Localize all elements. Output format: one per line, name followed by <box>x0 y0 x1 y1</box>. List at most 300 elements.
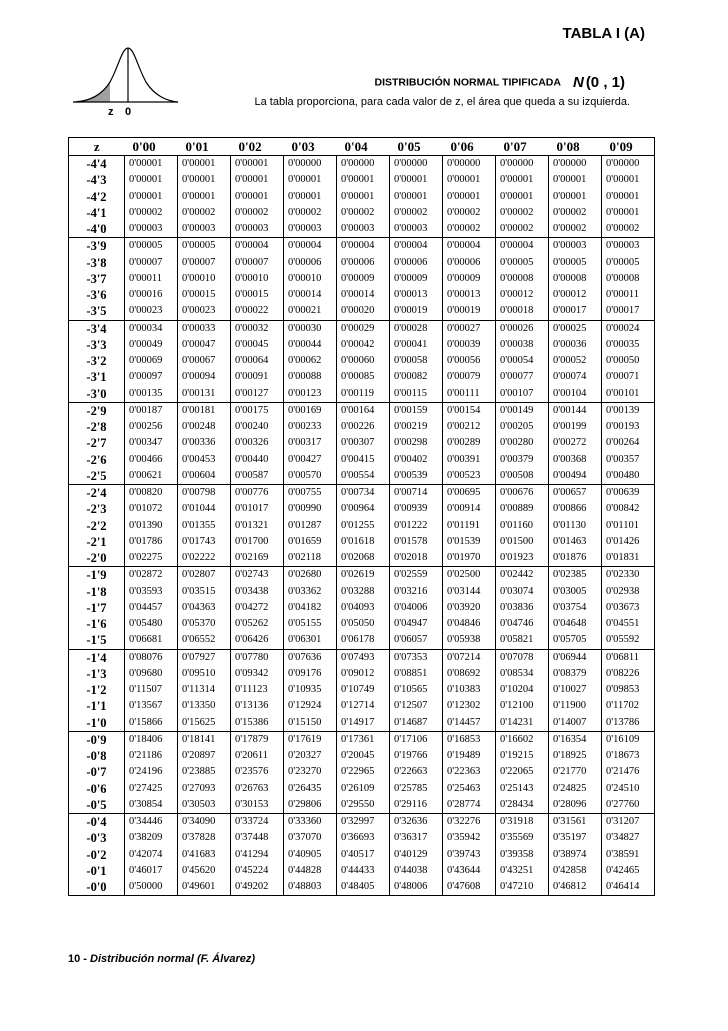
probability-cell: 0'13786 <box>602 715 655 732</box>
probability-cell: 0'03593 <box>125 584 178 600</box>
probability-cell: 0'01923 <box>496 550 549 567</box>
probability-cell: 0'00164 <box>337 402 390 419</box>
column-header-z: z <box>69 138 125 156</box>
probability-cell: 0'03144 <box>443 584 496 600</box>
probability-cell: 0'16109 <box>602 731 655 748</box>
probability-cell: 0'00009 <box>390 271 443 287</box>
probability-cell: 0'04846 <box>443 616 496 632</box>
probability-cell: 0'03920 <box>443 600 496 616</box>
probability-cell: 0'00025 <box>549 320 602 337</box>
z-value-cell: -0'7 <box>86 765 107 780</box>
probability-cell: 0'09853 <box>602 682 655 698</box>
probability-cell: 0'01786 <box>125 534 178 550</box>
probability-cell: 0'00028 <box>390 320 443 337</box>
probability-cell: 0'22663 <box>390 764 443 780</box>
probability-cell: 0'03754 <box>549 600 602 616</box>
column-header: 0'05 <box>390 138 443 156</box>
probability-cell: 0'07078 <box>496 649 549 666</box>
shaded-left-tail <box>75 82 110 102</box>
probability-cell: 0'31918 <box>496 814 549 831</box>
probability-cell: 0'20327 <box>284 748 337 764</box>
probability-cell: 0'00755 <box>284 485 337 502</box>
probability-cell: 0'43251 <box>496 863 549 879</box>
column-header: 0'03 <box>284 138 337 156</box>
probability-cell: 0'01618 <box>337 534 390 550</box>
probability-cell: 0'04746 <box>496 616 549 632</box>
z-value-cell: -4'3 <box>86 173 107 188</box>
probability-cell: 0'00107 <box>496 386 549 403</box>
probability-cell: 0'04006 <box>390 600 443 616</box>
probability-cell: 0'09510 <box>178 666 231 682</box>
probability-cell: 0'01017 <box>231 501 284 517</box>
footer-page-number: 10 - <box>68 953 91 965</box>
table-row <box>69 600 655 616</box>
z-value-cell: -2'6 <box>86 452 107 467</box>
probability-cell: 0'01160 <box>496 518 549 534</box>
probability-cell: 0'03288 <box>337 584 390 600</box>
probability-cell: 0'14917 <box>337 715 390 732</box>
probability-cell: 0'00004 <box>443 238 496 255</box>
probability-cell: 0'00077 <box>496 369 549 385</box>
probability-cell: 0'32636 <box>390 814 443 831</box>
table-row <box>69 649 655 666</box>
probability-cell: 0'00402 <box>390 452 443 468</box>
table-row <box>69 172 655 188</box>
probability-cell: 0'04457 <box>125 600 178 616</box>
probability-cell: 0'00427 <box>284 452 337 468</box>
probability-cell: 0'08226 <box>602 666 655 682</box>
probability-cell: 0'00256 <box>125 419 178 435</box>
probability-cell: 0'00064 <box>231 353 284 369</box>
probability-cell: 0'00088 <box>284 369 337 385</box>
probability-cell: 0'00045 <box>231 337 284 353</box>
probability-cell: 0'00111 <box>443 386 496 403</box>
probability-cell: 0'23270 <box>284 764 337 780</box>
probability-cell: 0'00001 <box>125 189 178 205</box>
probability-cell: 0'00005 <box>178 238 231 255</box>
probability-cell: 0'00020 <box>337 303 390 320</box>
probability-cell: 0'00494 <box>549 468 602 485</box>
probability-cell: 0'00011 <box>602 287 655 303</box>
z-value-cell: -1'8 <box>86 584 107 599</box>
probability-cell: 0'00007 <box>178 255 231 271</box>
probability-cell: 0'07214 <box>443 649 496 666</box>
probability-cell: 0'00001 <box>496 189 549 205</box>
probability-cell: 0'02500 <box>443 567 496 584</box>
probability-cell: 0'00006 <box>390 255 443 271</box>
probability-cell: 0'24510 <box>602 781 655 797</box>
probability-cell: 0'00039 <box>443 337 496 353</box>
probability-cell: 0'37828 <box>178 830 231 846</box>
column-header: 0'09 <box>602 138 655 156</box>
probability-cell: 0'06178 <box>337 632 390 649</box>
probability-cell: 0'00015 <box>178 287 231 303</box>
n-symbol: N <box>572 74 584 91</box>
probability-cell: 0'10935 <box>284 682 337 698</box>
probability-cell: 0'42465 <box>602 863 655 879</box>
probability-cell: 0'08692 <box>443 666 496 682</box>
table-row <box>69 698 655 714</box>
probability-cell: 0'00000 <box>337 156 390 173</box>
z-value-cell: -1'0 <box>69 715 125 732</box>
probability-cell: 0'00734 <box>337 485 390 502</box>
probability-cell: 0'00135 <box>125 386 178 403</box>
z-value-cell: -2'3 <box>86 502 107 517</box>
probability-cell: 0'01355 <box>178 518 231 534</box>
probability-cell: 0'20611 <box>231 748 284 764</box>
probability-cell: 0'31207 <box>602 814 655 831</box>
probability-cell: 0'09176 <box>284 666 337 682</box>
column-header: 0'02 <box>231 138 284 156</box>
probability-cell: 0'00004 <box>231 238 284 255</box>
z-value-cell: -4'2 <box>86 189 107 204</box>
probability-cell: 0'00002 <box>496 205 549 221</box>
z-value-cell: -0'5 <box>69 797 125 814</box>
probability-cell: 0'14457 <box>443 715 496 732</box>
probability-cell: 0'04363 <box>178 600 231 616</box>
probability-cell: 0'12302 <box>443 698 496 714</box>
probability-cell: 0'00003 <box>125 221 178 238</box>
column-header: 0'00 <box>125 138 178 156</box>
probability-cell: 0'44828 <box>284 863 337 879</box>
probability-cell: 0'00001 <box>231 172 284 188</box>
probability-cell: 0'22363 <box>443 764 496 780</box>
bell-curve <box>75 48 178 102</box>
probability-cell: 0'00990 <box>284 501 337 517</box>
z-value-cell: -1'9 <box>86 568 107 583</box>
table-row <box>69 287 655 303</box>
probability-cell: 0'00001 <box>231 189 284 205</box>
probability-cell: 0'00554 <box>337 468 390 485</box>
z-value-cell: -4'1 <box>86 205 107 220</box>
probability-cell: 0'00069 <box>125 353 178 369</box>
probability-cell: 0'22065 <box>496 764 549 780</box>
probability-cell: 0'21770 <box>549 764 602 780</box>
z-value-cell: -3'2 <box>86 354 107 368</box>
probability-cell: 0'00023 <box>178 303 231 320</box>
probability-cell: 0'48006 <box>390 879 443 896</box>
probability-cell: 0'06301 <box>284 632 337 649</box>
probability-cell: 0'02872 <box>125 567 178 584</box>
table-row <box>69 189 655 205</box>
probability-cell: 0'34827 <box>602 830 655 846</box>
probability-cell: 0'00001 <box>178 189 231 205</box>
probability-cell: 0'00866 <box>549 501 602 517</box>
probability-cell: 0'00570 <box>284 468 337 485</box>
probability-cell: 0'46017 <box>125 863 178 879</box>
z-value-cell: -4'0 <box>69 221 125 238</box>
probability-cell: 0'00776 <box>231 485 284 502</box>
probability-cell: 0'09342 <box>231 666 284 682</box>
probability-cell: 0'01743 <box>178 534 231 550</box>
probability-cell: 0'00001 <box>443 189 496 205</box>
probability-cell: 0'00002 <box>337 205 390 221</box>
probability-cell: 0'00003 <box>337 221 390 238</box>
probability-cell: 0'17619 <box>284 731 337 748</box>
probability-cell: 0'00006 <box>284 255 337 271</box>
probability-cell: 0'09012 <box>337 666 390 682</box>
z-value-cell: -3'9 <box>86 239 107 254</box>
probability-cell: 0'00000 <box>390 156 443 173</box>
table-row <box>69 468 655 485</box>
probability-cell: 0'02680 <box>284 567 337 584</box>
probability-cell: 0'05592 <box>602 632 655 649</box>
probability-cell: 0'16354 <box>549 731 602 748</box>
table-description: La tabla proporciona, para cada valor de z, el área que queda a su izquierda. <box>254 96 630 108</box>
probability-cell: 0'02169 <box>231 550 284 567</box>
probability-cell: 0'00440 <box>231 452 284 468</box>
probability-cell: 0'38591 <box>602 847 655 863</box>
probability-cell: 0'26109 <box>337 781 390 797</box>
probability-cell: 0'00044 <box>284 337 337 353</box>
probability-cell: 0'34090 <box>178 814 231 831</box>
probability-cell: 0'21186 <box>125 748 178 764</box>
zero-axis-label: 0 <box>125 106 132 118</box>
probability-cell: 0'03074 <box>496 584 549 600</box>
probability-cell: 0'00047 <box>178 337 231 353</box>
probability-cell: 0'00307 <box>337 435 390 451</box>
probability-cell: 0'47210 <box>496 879 549 896</box>
probability-cell: 0'00939 <box>390 501 443 517</box>
probability-cell: 0'18141 <box>178 731 231 748</box>
probability-cell: 0'00058 <box>390 353 443 369</box>
probability-cell: 0'04272 <box>231 600 284 616</box>
probability-cell: 0'00104 <box>549 386 602 403</box>
probability-cell: 0'01970 <box>443 550 496 567</box>
probability-cell: 0'33360 <box>284 814 337 831</box>
table-row <box>69 485 655 502</box>
probability-cell: 0'00144 <box>549 402 602 419</box>
z-value-cell: -3'6 <box>86 288 107 302</box>
probability-cell: 0'00187 <box>125 402 178 419</box>
probability-cell: 0'02442 <box>496 567 549 584</box>
probability-cell: 0'06811 <box>602 649 655 666</box>
probability-cell: 0'06681 <box>125 632 178 649</box>
probability-cell: 0'19489 <box>443 748 496 764</box>
probability-cell: 0'00240 <box>231 419 284 435</box>
probability-cell: 0'00123 <box>284 386 337 403</box>
probability-cell: 0'00017 <box>549 303 602 320</box>
probability-cell: 0'02222 <box>178 550 231 567</box>
probability-cell: 0'00002 <box>125 205 178 221</box>
table-header <box>69 138 655 156</box>
table-row <box>69 353 655 369</box>
table-row <box>69 715 655 732</box>
table-row <box>69 303 655 320</box>
probability-cell: 0'29116 <box>390 797 443 814</box>
probability-cell: 0'04182 <box>284 600 337 616</box>
z-value-cell: -1'3 <box>86 666 107 681</box>
probability-cell: 0'00317 <box>284 435 337 451</box>
probability-cell: 0'00049 <box>125 337 178 353</box>
probability-cell: 0'00032 <box>231 320 284 337</box>
probability-cell: 0'16602 <box>496 731 549 748</box>
probability-cell: 0'11507 <box>125 682 178 698</box>
column-header: 0'08 <box>549 138 602 156</box>
table-row <box>69 518 655 534</box>
z-value-cell: -2'7 <box>86 436 107 451</box>
probability-cell: 0'40517 <box>337 847 390 863</box>
probability-cell: 0'00115 <box>390 386 443 403</box>
z-value-cell: -2'4 <box>86 486 107 500</box>
probability-cell: 0'03673 <box>602 600 655 616</box>
probability-cell: 0'01255 <box>337 518 390 534</box>
probability-cell: 0'00175 <box>231 402 284 419</box>
probability-cell: 0'46812 <box>549 879 602 896</box>
probability-cell: 0'00010 <box>178 271 231 287</box>
probability-cell: 0'00604 <box>178 468 231 485</box>
probability-cell: 0'00038 <box>496 337 549 353</box>
probability-cell: 0'00298 <box>390 435 443 451</box>
probability-cell: 0'00000 <box>496 156 549 173</box>
z-axis-label: z <box>108 106 114 118</box>
probability-cell: 0'10749 <box>337 682 390 698</box>
probability-cell: 0'17106 <box>390 731 443 748</box>
probability-cell: 0'28096 <box>549 797 602 814</box>
probability-cell: 0'00480 <box>602 468 655 485</box>
probability-cell: 0'10565 <box>390 682 443 698</box>
column-header: 0'04 <box>337 138 390 156</box>
probability-cell: 0'28774 <box>443 797 496 814</box>
probability-cell: 0'48803 <box>284 879 337 896</box>
probability-cell: 0'01700 <box>231 534 284 550</box>
probability-cell: 0'45224 <box>231 863 284 879</box>
table-container <box>68 137 654 896</box>
probability-cell: 0'00016 <box>125 287 178 303</box>
probability-cell: 0'00060 <box>337 353 390 369</box>
probability-cell: 0'18673 <box>602 748 655 764</box>
probability-cell: 0'00042 <box>337 337 390 353</box>
table-row <box>69 501 655 517</box>
table-row <box>69 435 655 451</box>
probability-cell: 0'26763 <box>231 781 284 797</box>
probability-cell: 0'00008 <box>549 271 602 287</box>
probability-cell: 0'00054 <box>496 353 549 369</box>
probability-cell: 0'03515 <box>178 584 231 600</box>
probability-cell: 0'00889 <box>496 501 549 517</box>
probability-cell: 0'30854 <box>125 797 178 814</box>
probability-cell: 0'00181 <box>178 402 231 419</box>
probability-cell: 0'00001 <box>337 189 390 205</box>
probability-cell: 0'00001 <box>602 189 655 205</box>
z-value-cell: -3'5 <box>69 303 125 320</box>
probability-cell: 0'00079 <box>443 369 496 385</box>
probability-cell: 0'20897 <box>178 748 231 764</box>
probability-cell: 0'00004 <box>284 238 337 255</box>
probability-cell: 0'00035 <box>602 337 655 353</box>
probability-cell: 0'00391 <box>443 452 496 468</box>
probability-cell: 0'00002 <box>284 205 337 221</box>
probability-cell: 0'03836 <box>496 600 549 616</box>
probability-cell: 0'00368 <box>549 452 602 468</box>
table-row <box>69 320 655 337</box>
probability-cell: 0'40129 <box>390 847 443 863</box>
probability-cell: 0'00007 <box>125 255 178 271</box>
probability-cell: 0'00006 <box>337 255 390 271</box>
probability-cell: 0'32997 <box>337 814 390 831</box>
probability-cell: 0'00067 <box>178 353 231 369</box>
probability-cell: 0'00248 <box>178 419 231 435</box>
probability-cell: 0'00154 <box>443 402 496 419</box>
probability-cell: 0'00639 <box>602 485 655 502</box>
probability-cell: 0'02018 <box>390 550 443 567</box>
probability-cell: 0'07353 <box>390 649 443 666</box>
probability-cell: 0'00091 <box>231 369 284 385</box>
table-row <box>69 830 655 846</box>
probability-cell: 0'01539 <box>443 534 496 550</box>
probability-cell: 0'05938 <box>443 632 496 649</box>
probability-cell: 0'42858 <box>549 863 602 879</box>
table-row <box>69 584 655 600</box>
probability-cell: 0'00082 <box>390 369 443 385</box>
probability-cell: 0'47608 <box>443 879 496 896</box>
probability-cell: 0'48405 <box>337 879 390 896</box>
probability-cell: 0'00139 <box>602 402 655 419</box>
z-value-cell: -0'6 <box>86 781 107 796</box>
table-row <box>69 781 655 797</box>
probability-cell: 0'00012 <box>496 287 549 303</box>
probability-cell: 0'00094 <box>178 369 231 385</box>
probability-cell: 0'00034 <box>125 320 178 337</box>
header-row <box>69 138 655 156</box>
probability-cell: 0'04648 <box>549 616 602 632</box>
probability-cell: 0'42074 <box>125 847 178 863</box>
probability-cell: 0'01500 <box>496 534 549 550</box>
probability-cell: 0'00036 <box>549 337 602 353</box>
probability-cell: 0'01101 <box>602 518 655 534</box>
probability-cell: 0'15625 <box>178 715 231 732</box>
probability-cell: 0'12714 <box>337 698 390 714</box>
probability-cell: 0'00326 <box>231 435 284 451</box>
probability-cell: 0'00002 <box>602 221 655 238</box>
probability-cell: 0'19215 <box>496 748 549 764</box>
probability-cell: 0'00003 <box>231 221 284 238</box>
probability-cell: 0'00014 <box>284 287 337 303</box>
probability-cell: 0'05155 <box>284 616 337 632</box>
probability-cell: 0'00695 <box>443 485 496 502</box>
probability-cell: 0'00523 <box>443 468 496 485</box>
probability-cell: 0'15866 <box>125 715 178 732</box>
table-row <box>69 879 655 896</box>
probability-cell: 0'05480 <box>125 616 178 632</box>
probability-cell: 0'06426 <box>231 632 284 649</box>
probability-cell: 0'01130 <box>549 518 602 534</box>
z-value-cell: -0'9 <box>86 732 107 747</box>
table-row <box>69 156 655 173</box>
probability-cell: 0'00011 <box>125 271 178 287</box>
probability-cell: 0'30153 <box>231 797 284 814</box>
probability-cell: 0'12100 <box>496 698 549 714</box>
probability-cell: 0'25463 <box>443 781 496 797</box>
probability-cell: 0'38974 <box>549 847 602 863</box>
probability-cell: 0'00233 <box>284 419 337 435</box>
probability-cell: 0'11702 <box>602 698 655 714</box>
probability-cell: 0'10204 <box>496 682 549 698</box>
z-value-cell: -2'1 <box>86 534 107 549</box>
probability-cell: 0'04093 <box>337 600 390 616</box>
z-value-cell: -2'8 <box>86 420 107 434</box>
probability-cell: 0'49202 <box>231 879 284 896</box>
probability-cell: 0'26435 <box>284 781 337 797</box>
probability-cell: 0'00041 <box>390 337 443 353</box>
probability-cell: 0'06552 <box>178 632 231 649</box>
probability-cell: 0'00508 <box>496 468 549 485</box>
probability-cell: 0'02743 <box>231 567 284 584</box>
probability-cell: 0'08534 <box>496 666 549 682</box>
probability-cell: 0'17879 <box>231 731 284 748</box>
probability-cell: 0'14687 <box>390 715 443 732</box>
table-row <box>69 550 655 567</box>
